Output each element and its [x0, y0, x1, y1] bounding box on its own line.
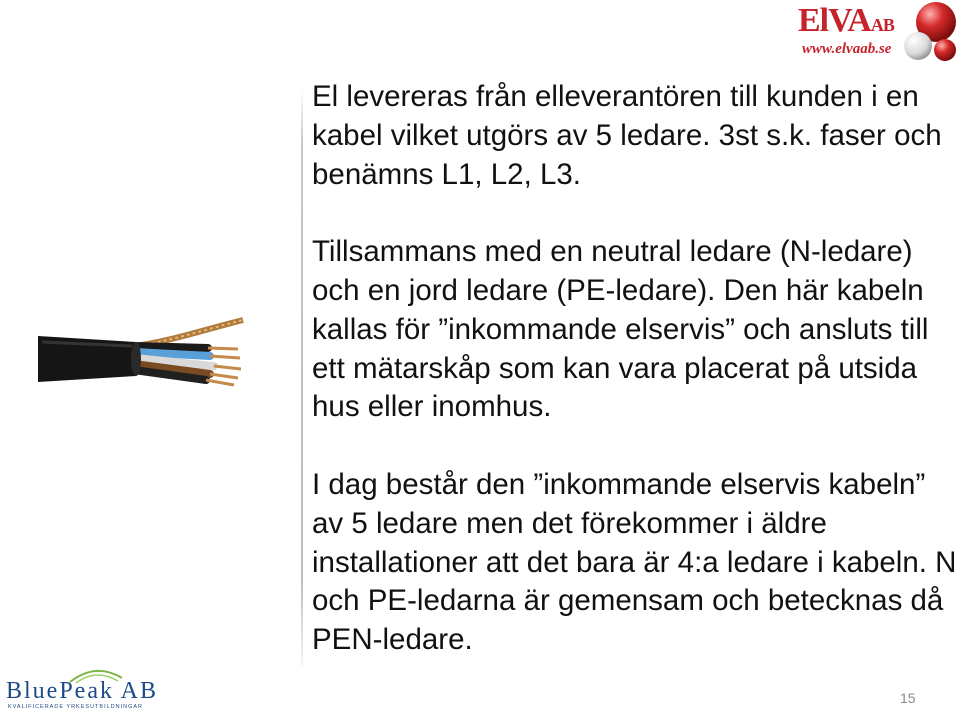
elva-logo	[790, 0, 960, 70]
bluepeak-logo	[6, 666, 166, 716]
slide-body-text	[312, 78, 960, 660]
page-number: 15	[900, 690, 916, 706]
paragraph-3: I dag består den ”inkommande elservis kabeln” av 5 ledare men det förekommer i äldre installationer att det bara är 4:a ledare i kabeln. N och PE-ledarna är gemensam och betecknas då PEN-ledare.	[312, 467, 957, 657]
elva-suffix: AB	[870, 15, 894, 35]
cable-photo	[38, 316, 248, 401]
elva-name: ElVA	[798, 2, 871, 39]
bluepeak-tagline: KVALIFICERADE YRKESUTBILDNINGAR	[8, 704, 144, 710]
bluepeak-name: BluePeak AB	[6, 678, 158, 704]
vertical-divider	[301, 88, 303, 666]
paragraph-1: El levereras från elleverantören till kunden i en kabel vilket utgörs av 5 ledare. 3st s.k. faser och benämns L1, L2, L3.	[312, 80, 942, 191]
spheres-icon	[890, 0, 960, 64]
paragraph-2: Tillsammans med en neutral ledare (N-ledare) och en jord ledare (PE-ledare). Den här kabeln kallas för ”inkommande elservis” och ansluts till ett mätarskåp som kan vara placerat på utsida hus eller inomhus.	[312, 235, 929, 424]
elva-url: www.elvaab.se	[802, 41, 892, 57]
